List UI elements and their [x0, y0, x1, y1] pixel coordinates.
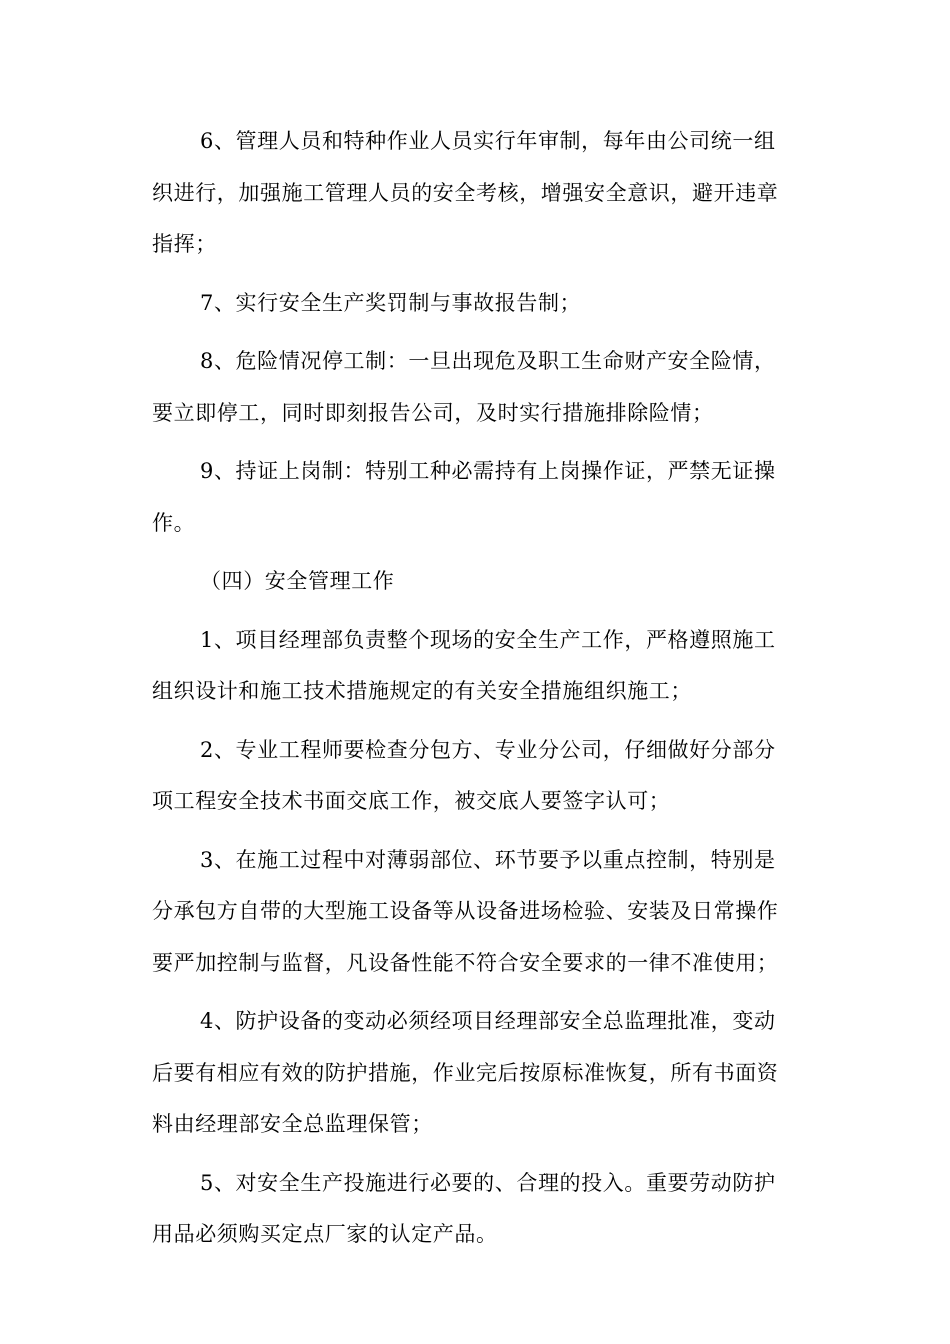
paragraph-line: 8、危险情况停工制：一旦出现危及职工生命财产安全险情， [200, 349, 776, 373]
paragraph-line: 要立即停工，同时即刻报告公司，及时实行措施排除险情； [152, 400, 714, 425]
paragraph-line: 料由经理部安全总监理保管； [152, 1112, 433, 1136]
paragraph-item-9 [152, 446, 800, 549]
paragraph-item-8 [152, 336, 800, 439]
paragraph-line: 3、在施工过程中对薄弱部位、环节要予以重点控制，特别是 [200, 847, 776, 872]
paragraph-line: 4、防护设备的变动必须经项目经理部安全总监理批准，变动 [200, 1009, 776, 1033]
paragraph-line: 1、项目经理部负责整个现场的安全生产工作，严格遵照施工 [200, 627, 776, 652]
paragraph-line: 后要有相应有效的防护措施，作业完后按原标准恢复，所有书面资 [152, 1060, 779, 1085]
paragraph-line: 要严加控制与监督，凡设备性能不符合安全要求的一律不准使用； [152, 950, 779, 975]
paragraph-item-6 [152, 116, 800, 271]
paragraph-line: 项工程安全技术书面交底工作，被交底人要签字认可； [152, 789, 671, 813]
paragraph-line: 用品必须购买定点厂家的认定产品。 [152, 1222, 498, 1246]
paragraph-line: 2、专业工程师要检查分包方、专业分公司，仔细做好分部分 [200, 737, 776, 762]
paragraph-mgmt-5 [152, 1158, 800, 1261]
section-heading [152, 556, 800, 608]
paragraph-item-7 [152, 278, 800, 330]
paragraph-line: 织进行，加强施工管理人员的安全考核，增强安全意识，避开违章 [152, 180, 779, 205]
section-heading-text: （四）安全管理工作 [200, 569, 395, 593]
paragraph-mgmt-3 [152, 835, 800, 990]
paragraph-line: 9、持证上岗制：特别工种必需持有上岗操作证，严禁无证操 [200, 459, 776, 483]
paragraph-line: 指挥； [152, 232, 217, 256]
paragraph-line: 组织设计和施工技术措施规定的有关安全措施组织施工； [152, 679, 692, 703]
paragraph-mgmt-1 [152, 615, 800, 718]
paragraph-mgmt-4 [152, 996, 800, 1151]
paragraph-line: 作。 [152, 510, 196, 535]
paragraph-line: 7、实行安全生产奖罚制与事故报告制； [200, 290, 582, 315]
paragraph-line: 6、管理人员和特种作业人员实行年审制，每年由公司统一组 [200, 129, 776, 153]
paragraph-line: 分承包方自带的大型施工设备等从设备进场检验、安装及日常操作 [152, 899, 779, 923]
document-body [152, 116, 800, 1268]
paragraph-line: 5、对安全生产投施进行必要的、合理的投入。重要劳动防护 [200, 1170, 776, 1195]
paragraph-mgmt-2 [152, 725, 800, 828]
